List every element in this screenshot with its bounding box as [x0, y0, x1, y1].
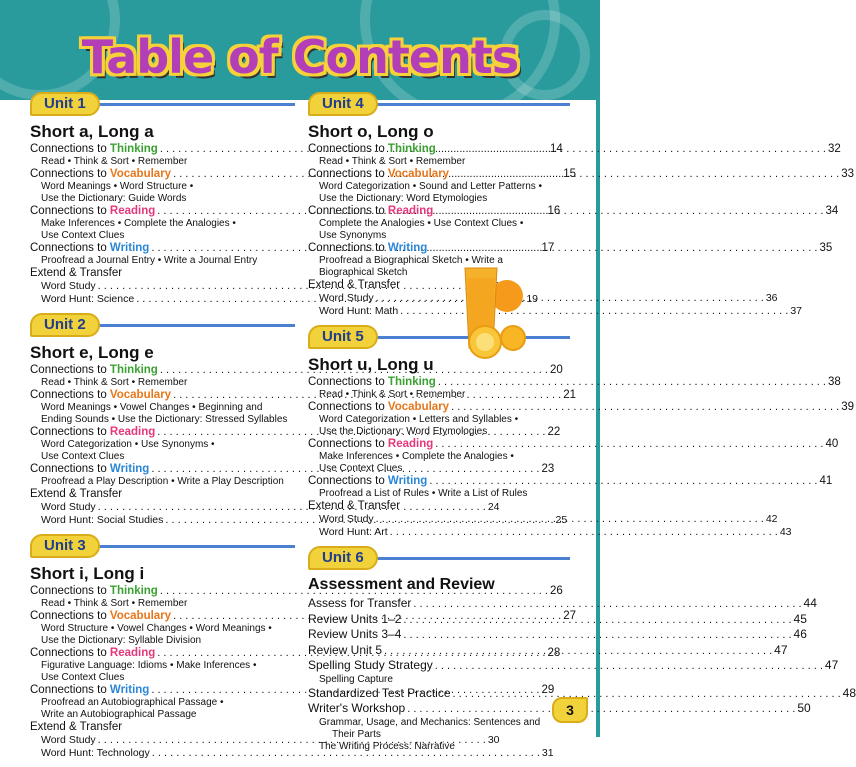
unit-tab [308, 325, 570, 349]
unit-tab-label: Unit 3 [30, 534, 100, 558]
toc-entry-prefix: Connections to [30, 585, 110, 597]
toc-entry-prefix: Connections to [30, 389, 110, 401]
unit-tab-label: Unit 6 [308, 546, 378, 570]
toc-entry-label [308, 438, 433, 451]
toc-page-number: 46 [793, 627, 807, 641]
toc-entry[interactable] [308, 143, 841, 156]
toc-entry[interactable] [308, 526, 792, 539]
toc-entry-label: Word Study [41, 501, 96, 513]
toc-entry-label: Word Study [319, 513, 374, 525]
toc-entry-keyword: Vocabulary [109, 610, 172, 622]
leader-dots [435, 659, 823, 674]
toc-entry-note: Read • Think & Sort • Remember [319, 389, 466, 400]
toc-entry[interactable] [308, 168, 855, 181]
toc-entry-note: Spelling Capture [319, 673, 393, 685]
toc-entry-keyword: Thinking [387, 376, 436, 388]
toc-page-number: 14 [549, 143, 563, 155]
toc-page-number: 16 [547, 205, 561, 217]
leader-dots [451, 401, 839, 414]
toc-entry-note: Ending Sounds • Use the Dictionary: Stressed Syllables [41, 414, 288, 425]
toc-entry-prefix: Connections to [30, 426, 110, 438]
toc-entry[interactable] [308, 658, 839, 674]
toc-page-number: 26 [549, 585, 563, 597]
unit-tab [30, 534, 295, 558]
leader-dots [438, 376, 826, 389]
toc-entry-label: Word Hunt: Art [319, 526, 388, 538]
toc-entry-prefix: Connections to [308, 376, 388, 388]
orange-juice-glass-image [455, 262, 527, 360]
toc-entry-label [30, 463, 149, 476]
toc-entry-note: Make Inferences • Complete the Analogies • [41, 218, 236, 229]
toc-entry-keyword: Reading [387, 438, 434, 450]
toc-entry-keyword: Vocabulary [387, 168, 450, 180]
toc-entry-prefix: Connections to [308, 205, 388, 217]
unit-tab [308, 546, 570, 570]
unit-heading: Short u, Long u [308, 355, 434, 374]
unit-heading: Short o, Long o [308, 122, 434, 141]
toc-page-number: 17 [541, 242, 555, 254]
leader-dots [435, 205, 823, 218]
unit-tab-label: Unit 5 [308, 325, 378, 349]
extend-transfer-label: Extend & Transfer [308, 500, 401, 512]
toc-page-number: 31 [541, 747, 554, 759]
extend-transfer-label: Extend & Transfer [30, 721, 123, 733]
toc-entry-label: Writer's Workshop [308, 701, 406, 715]
unit-tab-label: Unit 2 [30, 313, 100, 337]
toc-entry-keyword: Writing [387, 475, 428, 487]
toc-page-number: 42 [765, 513, 778, 525]
toc-entry-keyword: Vocabulary [109, 168, 172, 180]
toc-page-number: 27 [563, 610, 577, 622]
toc-page-number: 23 [541, 463, 555, 475]
unit-heading: Assessment and Review [308, 576, 495, 593]
leader-dots [453, 687, 841, 702]
toc-entry-note: Use the Dictionary: Guide Words [41, 193, 187, 204]
toc-entry-label [308, 168, 449, 181]
unit-heading: Short e, Long e [30, 343, 154, 362]
toc-entry[interactable] [308, 305, 802, 318]
toc-page-number: 28 [547, 647, 561, 659]
toc-entry-note: Word Structure • Vowel Changes • Word Meanings • [41, 623, 272, 634]
toc-entry[interactable] [30, 205, 561, 218]
toc-entry-note: Use Context Clues [41, 230, 125, 241]
toc-entry-label: Review Units 1–2 [308, 611, 402, 626]
toc-entry-note: Word Categorization • Letters and Syllables • [319, 414, 519, 425]
toc-page-number: 47 [774, 642, 788, 657]
extend-transfer-label: Extend & Transfer [30, 488, 123, 500]
leader-dots [376, 292, 764, 305]
leader-dots [403, 628, 791, 643]
leader-dots [384, 644, 772, 659]
toc-entry-label [30, 426, 155, 439]
toc-entry-note: Proofread a Journal Entry • Write a Journal Entry [41, 255, 258, 266]
toc-entry-note: Use the Dictionary: Word Etymologies [319, 426, 488, 437]
toc-entry-label: Word Study [41, 280, 96, 292]
toc-entry-note: Their Parts [332, 728, 381, 740]
toc-entry[interactable] [308, 685, 856, 702]
toc-entry-label [30, 389, 171, 402]
toc-entry-prefix: Connections to [30, 242, 110, 254]
toc-entry-label [30, 168, 171, 181]
unit-heading: Short a, Long a [30, 122, 154, 141]
toc-page-number: 47 [824, 658, 839, 672]
toc-entry-keyword: Vocabulary [109, 389, 172, 401]
toc-entry[interactable] [308, 205, 839, 218]
toc-entry-label [30, 585, 158, 598]
toc-entry-label: Spelling Study Strategy [308, 658, 433, 672]
toc-entry[interactable] [308, 242, 833, 255]
toc-entry[interactable] [308, 596, 817, 612]
toc-entry-note: Word Categorization • Use Synonyms • [41, 439, 215, 450]
toc-entry-keyword: Thinking [109, 143, 158, 155]
toc-entry[interactable] [30, 242, 555, 255]
toc-entry-note: Use the Dictionary: Syllable Division [41, 635, 202, 646]
toc-entry-label [30, 205, 155, 218]
toc-entry-label: Assess for Transfer [308, 596, 412, 610]
toc-entry[interactable] [308, 475, 833, 488]
toc-entry-keyword: Thinking [109, 585, 158, 597]
toc-entry[interactable] [308, 513, 778, 526]
toc-entry-note: Write an Autobiographical Passage [41, 709, 197, 720]
page-title: Table of Contents [81, 30, 519, 84]
unit-section [308, 546, 856, 753]
toc-entry-keyword: Reading [109, 426, 156, 438]
toc-entry-label: Word Hunt: Technology [41, 747, 150, 759]
extend-transfer-label: Extend & Transfer [308, 279, 401, 291]
toc-entry-note: Word Meanings • Vowel Changes • Beginning and [41, 402, 263, 413]
extend-transfer-label: Extend & Transfer [30, 267, 123, 279]
toc-entry[interactable] [30, 747, 554, 760]
toc-entry-prefix: Connections to [308, 475, 388, 487]
toc-entry-note: Use Context Clues [41, 451, 125, 462]
leader-dots [407, 702, 795, 717]
toc-entry[interactable] [30, 280, 295, 293]
toc-entry-note: Proofread a Play Description • Write a Play Description [41, 476, 284, 487]
toc-page-number: 29 [541, 684, 555, 696]
toc-entry-keyword: Writing [109, 242, 150, 254]
leader-dots [451, 168, 839, 181]
toc-entry-prefix: Connections to [30, 205, 110, 217]
toc-entry-label: Review Unit 5 [308, 642, 383, 657]
toc-page-number: 50 [797, 701, 811, 715]
toc-page-number: 35 [819, 242, 833, 254]
toc-entry-label: Word Study [41, 734, 96, 746]
toc-entry-note: Read • Think & Sort • Remember [41, 156, 188, 167]
toc-entry[interactable] [308, 627, 807, 643]
toc-entry-label [308, 376, 436, 389]
toc-entry-prefix: Connections to [308, 168, 388, 180]
toc-page-number: 33 [841, 168, 855, 180]
toc-entry-label [308, 242, 427, 255]
toc-page-number: 24 [487, 501, 500, 513]
toc-entry-label: Word Hunt: Social Studies [41, 514, 164, 526]
toc-page-number: 44 [803, 596, 817, 610]
toc-entry-note: Read • Think & Sort • Remember [319, 156, 466, 167]
toc-entry-note: Use Context Clues [319, 463, 403, 474]
toc-entry-label: Word Hunt: Science [41, 293, 135, 305]
toc-page-number: 43 [779, 526, 792, 538]
toc-entry-keyword: Writing [109, 463, 150, 475]
leader-dots [376, 513, 764, 526]
toc-entry-keyword: Thinking [387, 143, 436, 155]
toc-entry-label: Word Study [319, 292, 374, 304]
toc-page-number: 48 [842, 685, 856, 700]
toc-page-number: 25 [555, 514, 568, 526]
toc-entry-keyword: Reading [109, 647, 156, 659]
toc-page-number: 32 [827, 143, 841, 155]
toc-entry-label [308, 475, 427, 488]
unit-tab-label: Unit 1 [30, 92, 100, 116]
toc-page-number: 39 [841, 401, 855, 413]
toc-entry-note: Biographical Sketch [319, 267, 408, 278]
toc-entry-prefix: Connections to [30, 463, 110, 475]
toc-entry-note: Word Meanings • Word Structure • [41, 181, 194, 192]
unit-tab [30, 92, 295, 116]
toc-entry-label [30, 242, 149, 255]
toc-entry-note: Word Categorization • Sound and Letter Patterns • [319, 181, 543, 192]
toc-entry[interactable] [30, 585, 563, 598]
toc-entry-label [30, 647, 155, 660]
toc-page-number: 22 [547, 426, 561, 438]
page-number: 3 [552, 697, 588, 723]
toc-entry-note: Proofread an Autobiographical Passage • [41, 697, 224, 708]
toc-entry-keyword: Writing [387, 242, 428, 254]
unit-section [308, 92, 855, 318]
toc-entry-label [30, 364, 158, 377]
toc-entry-label [308, 401, 449, 414]
leader-dots [390, 526, 778, 539]
toc-page-number: 19 [526, 293, 539, 305]
toc-page-number: 34 [825, 205, 839, 217]
toc-page-number: 40 [825, 438, 839, 450]
toc-entry-keyword: Reading [109, 205, 156, 217]
leader-dots [413, 597, 801, 612]
toc-entry-note: Use Context Clues [41, 672, 125, 683]
toc-page-number: 20 [549, 364, 563, 376]
toc-entry-keyword: Reading [387, 205, 434, 217]
toc-entry-prefix: Connections to [30, 610, 110, 622]
leader-dots [438, 143, 826, 156]
toc-entry-keyword: Thinking [109, 364, 158, 376]
toc-entry-note: Read • Think & Sort • Remember [41, 377, 188, 388]
toc-entry-label [308, 205, 433, 218]
unit-tab-label: Unit 4 [308, 92, 378, 116]
toc-page-number: 38 [827, 376, 841, 388]
toc-entry-note: Use the Dictionary: Word Etymologies [319, 193, 488, 204]
unit-tab [308, 92, 570, 116]
toc-entry[interactable] [30, 168, 577, 181]
toc-entry-label [308, 143, 436, 156]
toc-entry-note: Make Inferences • Complete the Analogies • [319, 451, 514, 462]
toc-page-number: 45 [793, 611, 807, 626]
toc-entry-prefix: Connections to [308, 401, 388, 413]
leader-dots [429, 242, 817, 255]
toc-page-number: 41 [819, 475, 833, 487]
toc-entry-label: Word Hunt: Math [319, 305, 399, 317]
toc-entry-note: The Writing Process: Narrative [319, 740, 455, 752]
toc-entry-prefix: Connections to [30, 168, 110, 180]
toc-entry-label [30, 143, 158, 156]
toc-entry-keyword: Vocabulary [387, 401, 450, 413]
toc-entry-prefix: Connections to [30, 364, 110, 376]
unit-section [308, 325, 855, 539]
leader-dots [403, 613, 791, 628]
toc-entry-keyword: Writing [109, 684, 150, 696]
toc-entry[interactable] [308, 376, 841, 389]
toc-entry[interactable] [308, 701, 811, 717]
toc-page-number: 15 [563, 168, 577, 180]
toc-entry[interactable] [308, 292, 778, 305]
toc-page-number: 30 [487, 734, 500, 746]
toc-entry-label: Standardized Test Practice [308, 685, 451, 700]
unit-heading: Short i, Long i [30, 564, 145, 583]
toc-entry-label [30, 610, 171, 623]
toc-entry-label: Review Units 3–4 [308, 627, 402, 641]
toc-entry-prefix: Connections to [30, 647, 110, 659]
toc-entry-note: Use Synonyms [319, 230, 387, 241]
leader-dots [435, 438, 823, 451]
toc-entry[interactable] [308, 642, 788, 659]
toc-entry-prefix: Connections to [308, 438, 388, 450]
toc-entry-prefix: Connections to [308, 143, 388, 155]
toc-entry-note: Proofread a List of Rules • Write a List of Rules [319, 488, 528, 499]
toc-entry[interactable] [308, 401, 855, 414]
toc-entry-note: Figurative Language: Idioms • Make Inferences • [41, 660, 257, 671]
leader-dots [429, 475, 817, 488]
toc-page-number: 37 [790, 305, 802, 317]
toc-entry[interactable] [308, 438, 839, 451]
unit-tab [30, 313, 295, 337]
toc-page-number: 36 [765, 292, 778, 304]
toc-entry-note: Read • Think & Sort • Remember [41, 598, 188, 609]
toc-entry-prefix: Connections to [30, 143, 110, 155]
toc-entry[interactable] [30, 143, 563, 156]
toc-entry-note: Grammar, Usage, and Mechanics: Sentences and [319, 716, 541, 728]
toc-entry-note: Complete the Analogies • Use Context Clues • [319, 218, 524, 229]
toc-page-number: 21 [563, 389, 577, 401]
toc-entry-prefix: Connections to [30, 684, 110, 696]
toc-entry-prefix: Connections to [308, 242, 388, 254]
toc-entry-note: Proofread a Biographical Sketch • Write a [319, 255, 503, 266]
orange-slice-icon [501, 326, 525, 350]
toc-entry-label [30, 684, 149, 697]
right-column [308, 92, 856, 760]
